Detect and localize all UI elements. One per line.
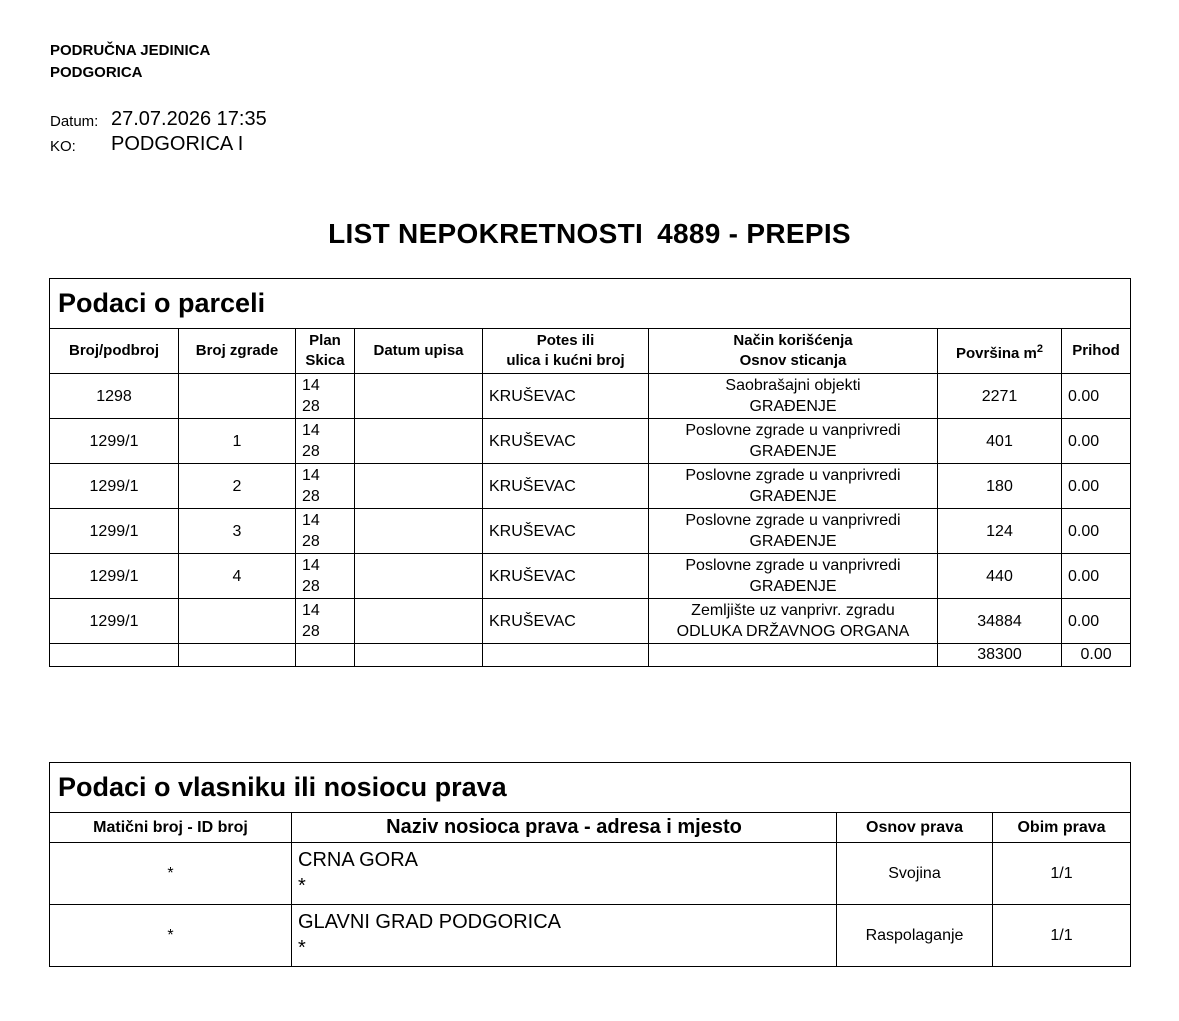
cell-nacin-text: Poslovne zgrade u vanprivredi: [685, 557, 901, 574]
cell-povrsina: 440: [938, 554, 1062, 599]
cell-datum: [355, 554, 483, 599]
office-city: PODGORICA: [50, 64, 143, 81]
cell-plan: 14: [302, 377, 320, 394]
document-title: [0, 218, 1179, 250]
col-potes-line2: ulica i kućni broj: [506, 352, 625, 369]
cell-osnov-text: GRAĐENJE: [749, 488, 837, 505]
cell-naziv-text: GLAVNI GRAD PODGORICA: [298, 911, 562, 933]
cell-prihod: 0.00: [1062, 509, 1131, 554]
cell-broj: 1299/1: [50, 464, 179, 509]
cell-potes: KRUŠEVAC: [483, 464, 649, 509]
cell-plan: 14: [302, 467, 320, 484]
cell-nacin-text: Poslovne zgrade u vanprivredi: [685, 512, 901, 529]
cell-datum: [355, 464, 483, 509]
cell-povrsina: 34884: [938, 599, 1062, 644]
col-nacin-line1: Način korišćenja: [733, 332, 853, 349]
cell-osnov-text: GRAĐENJE: [749, 443, 837, 460]
total-prihod: 0.00: [1062, 644, 1131, 667]
cell-obim-prava: 1/1: [993, 843, 1131, 905]
cell-osnov-text: GRAĐENJE: [749, 398, 837, 415]
cell-datum: [355, 599, 483, 644]
cell-skica: 28: [302, 488, 320, 505]
date-value: 27.07.2026 17:35: [111, 108, 267, 130]
cell-potes: KRUŠEVAC: [483, 419, 649, 464]
cell-osnov-text: GRAĐENJE: [749, 578, 837, 595]
parcel-column-headers: [50, 329, 1131, 374]
col-nacin-line2: Osnov sticanja: [739, 352, 847, 369]
cell-broj: 1299/1: [50, 599, 179, 644]
cell-zgrada: 1: [179, 419, 296, 464]
cell-skica: 28: [302, 398, 320, 415]
cell-potes: KRUŠEVAC: [483, 509, 649, 554]
cell-naziv: [292, 905, 837, 967]
col-plan: Plan: [309, 332, 341, 349]
cell-nacin: [649, 509, 938, 554]
date-label: Datum:: [50, 113, 99, 130]
cell-zgrada: [179, 599, 296, 644]
cell-plan-skica: [296, 554, 355, 599]
cell-nacin: [649, 464, 938, 509]
owner-section-title: Podaci o vlasniku ili nosiocu prava: [50, 763, 1131, 813]
cell-plan: 14: [302, 557, 320, 574]
col-povrsina-sup: 2: [1036, 342, 1043, 355]
col-potes-line1: Potes ili: [536, 332, 595, 349]
cell-adresa: *: [298, 875, 306, 897]
cell-obim-prava: 1/1: [993, 905, 1131, 967]
cell-naziv: [292, 843, 837, 905]
col-broj-podbroj: Broj/podbroj: [50, 329, 179, 374]
cell-zgrada: 2: [179, 464, 296, 509]
cell-plan-skica: [296, 464, 355, 509]
table-row: [50, 509, 1131, 554]
col-maticni-broj: Matični broj - ID broj: [50, 813, 292, 843]
cell-osnov-prava: Svojina: [837, 843, 993, 905]
cell-nacin-text: Zemljište uz vanprivr. zgradu: [691, 602, 895, 619]
parcel-table: [49, 278, 1131, 667]
cell-potes: KRUŠEVAC: [483, 554, 649, 599]
cell-nacin-text: Poslovne zgrade u vanprivredi: [685, 467, 901, 484]
cell-prihod: 0.00: [1062, 599, 1131, 644]
col-povrsina-text: Površina m: [956, 344, 1037, 362]
cell-nacin: [649, 419, 938, 464]
parcel-section-title: Podaci o parceli: [50, 279, 1131, 329]
cell-plan: 14: [302, 512, 320, 529]
cell-potes: KRUŠEVAC: [483, 599, 649, 644]
cell-datum: [355, 419, 483, 464]
cell-naziv-text: CRNA GORA: [298, 849, 419, 871]
cell-nacin: [649, 599, 938, 644]
table-row: [50, 419, 1131, 464]
col-naziv-nosioca: Naziv nosioca prava - adresa i mjesto: [292, 813, 837, 843]
cell-prihod: 0.00: [1062, 374, 1131, 419]
cell-prihod: 0.00: [1062, 554, 1131, 599]
office-name: PODRUČNA JEDINICA: [50, 42, 211, 59]
col-prihod: Prihod: [1062, 329, 1131, 374]
cell-povrsina: 2271: [938, 374, 1062, 419]
ko-value: PODGORICA I: [111, 133, 244, 155]
cell-maticni-broj: *: [50, 905, 292, 967]
owner-column-headers: [50, 813, 1131, 843]
cell-nacin: [649, 374, 938, 419]
cell-plan-skica: [296, 419, 355, 464]
table-row: [50, 599, 1131, 644]
cell-povrsina: 401: [938, 419, 1062, 464]
cell-prihod: 0.00: [1062, 464, 1131, 509]
cell-povrsina: 124: [938, 509, 1062, 554]
cell-nacin-text: Saobrašajni objekti: [725, 377, 861, 394]
cell-plan: 14: [302, 422, 320, 439]
col-skica: Skica: [305, 352, 345, 369]
cell-skica: 28: [302, 623, 320, 640]
col-broj-zgrade: Broj zgrade: [179, 329, 296, 374]
cell-plan-skica: [296, 599, 355, 644]
parcel-total-row: [50, 644, 1131, 667]
cell-osnov-text: ODLUKA DRŽAVNOG ORGANA: [676, 623, 910, 640]
cell-zgrada: [179, 374, 296, 419]
col-obim-prava: Obim prava: [993, 813, 1131, 843]
document-title-text: LIST NEPOKRETNOSTI: [328, 218, 644, 249]
cell-plan: 14: [302, 602, 320, 619]
table-row: [50, 843, 1131, 905]
col-osnov-prava: Osnov prava: [837, 813, 993, 843]
cell-datum: [355, 374, 483, 419]
document-number: 4889 - PREPIS: [657, 218, 851, 249]
col-datum-upisa: Datum upisa: [355, 329, 483, 374]
cell-prihod: 0.00: [1062, 419, 1131, 464]
cell-skica: 28: [302, 533, 320, 550]
cell-povrsina: 180: [938, 464, 1062, 509]
cell-nacin: [649, 554, 938, 599]
cell-plan-skica: [296, 374, 355, 419]
cell-skica: 28: [302, 443, 320, 460]
cell-zgrada: 3: [179, 509, 296, 554]
cell-datum: [355, 509, 483, 554]
cell-potes: KRUŠEVAC: [483, 374, 649, 419]
table-row: [50, 374, 1131, 419]
cell-broj: 1299/1: [50, 419, 179, 464]
col-nacin: [649, 329, 938, 374]
cell-plan-skica: [296, 509, 355, 554]
cell-osnov-text: GRAĐENJE: [749, 533, 837, 550]
cell-skica: 28: [302, 578, 320, 595]
col-plan-skica: [296, 329, 355, 374]
owner-table: [49, 762, 1131, 967]
cell-nacin-text: Poslovne zgrade u vanprivredi: [685, 422, 901, 439]
cell-broj: 1298: [50, 374, 179, 419]
cell-broj: 1299/1: [50, 509, 179, 554]
table-row: [50, 554, 1131, 599]
ko-label: KO:: [50, 138, 76, 155]
cell-zgrada: 4: [179, 554, 296, 599]
cell-broj: 1299/1: [50, 554, 179, 599]
total-povrsina: 38300: [938, 644, 1062, 667]
cell-osnov-prava: Raspolaganje: [837, 905, 993, 967]
cell-adresa: *: [298, 937, 306, 959]
col-potes: [483, 329, 649, 374]
table-row: [50, 905, 1131, 967]
cell-maticni-broj: *: [50, 843, 292, 905]
col-povrsina: [938, 329, 1062, 374]
table-row: [50, 464, 1131, 509]
